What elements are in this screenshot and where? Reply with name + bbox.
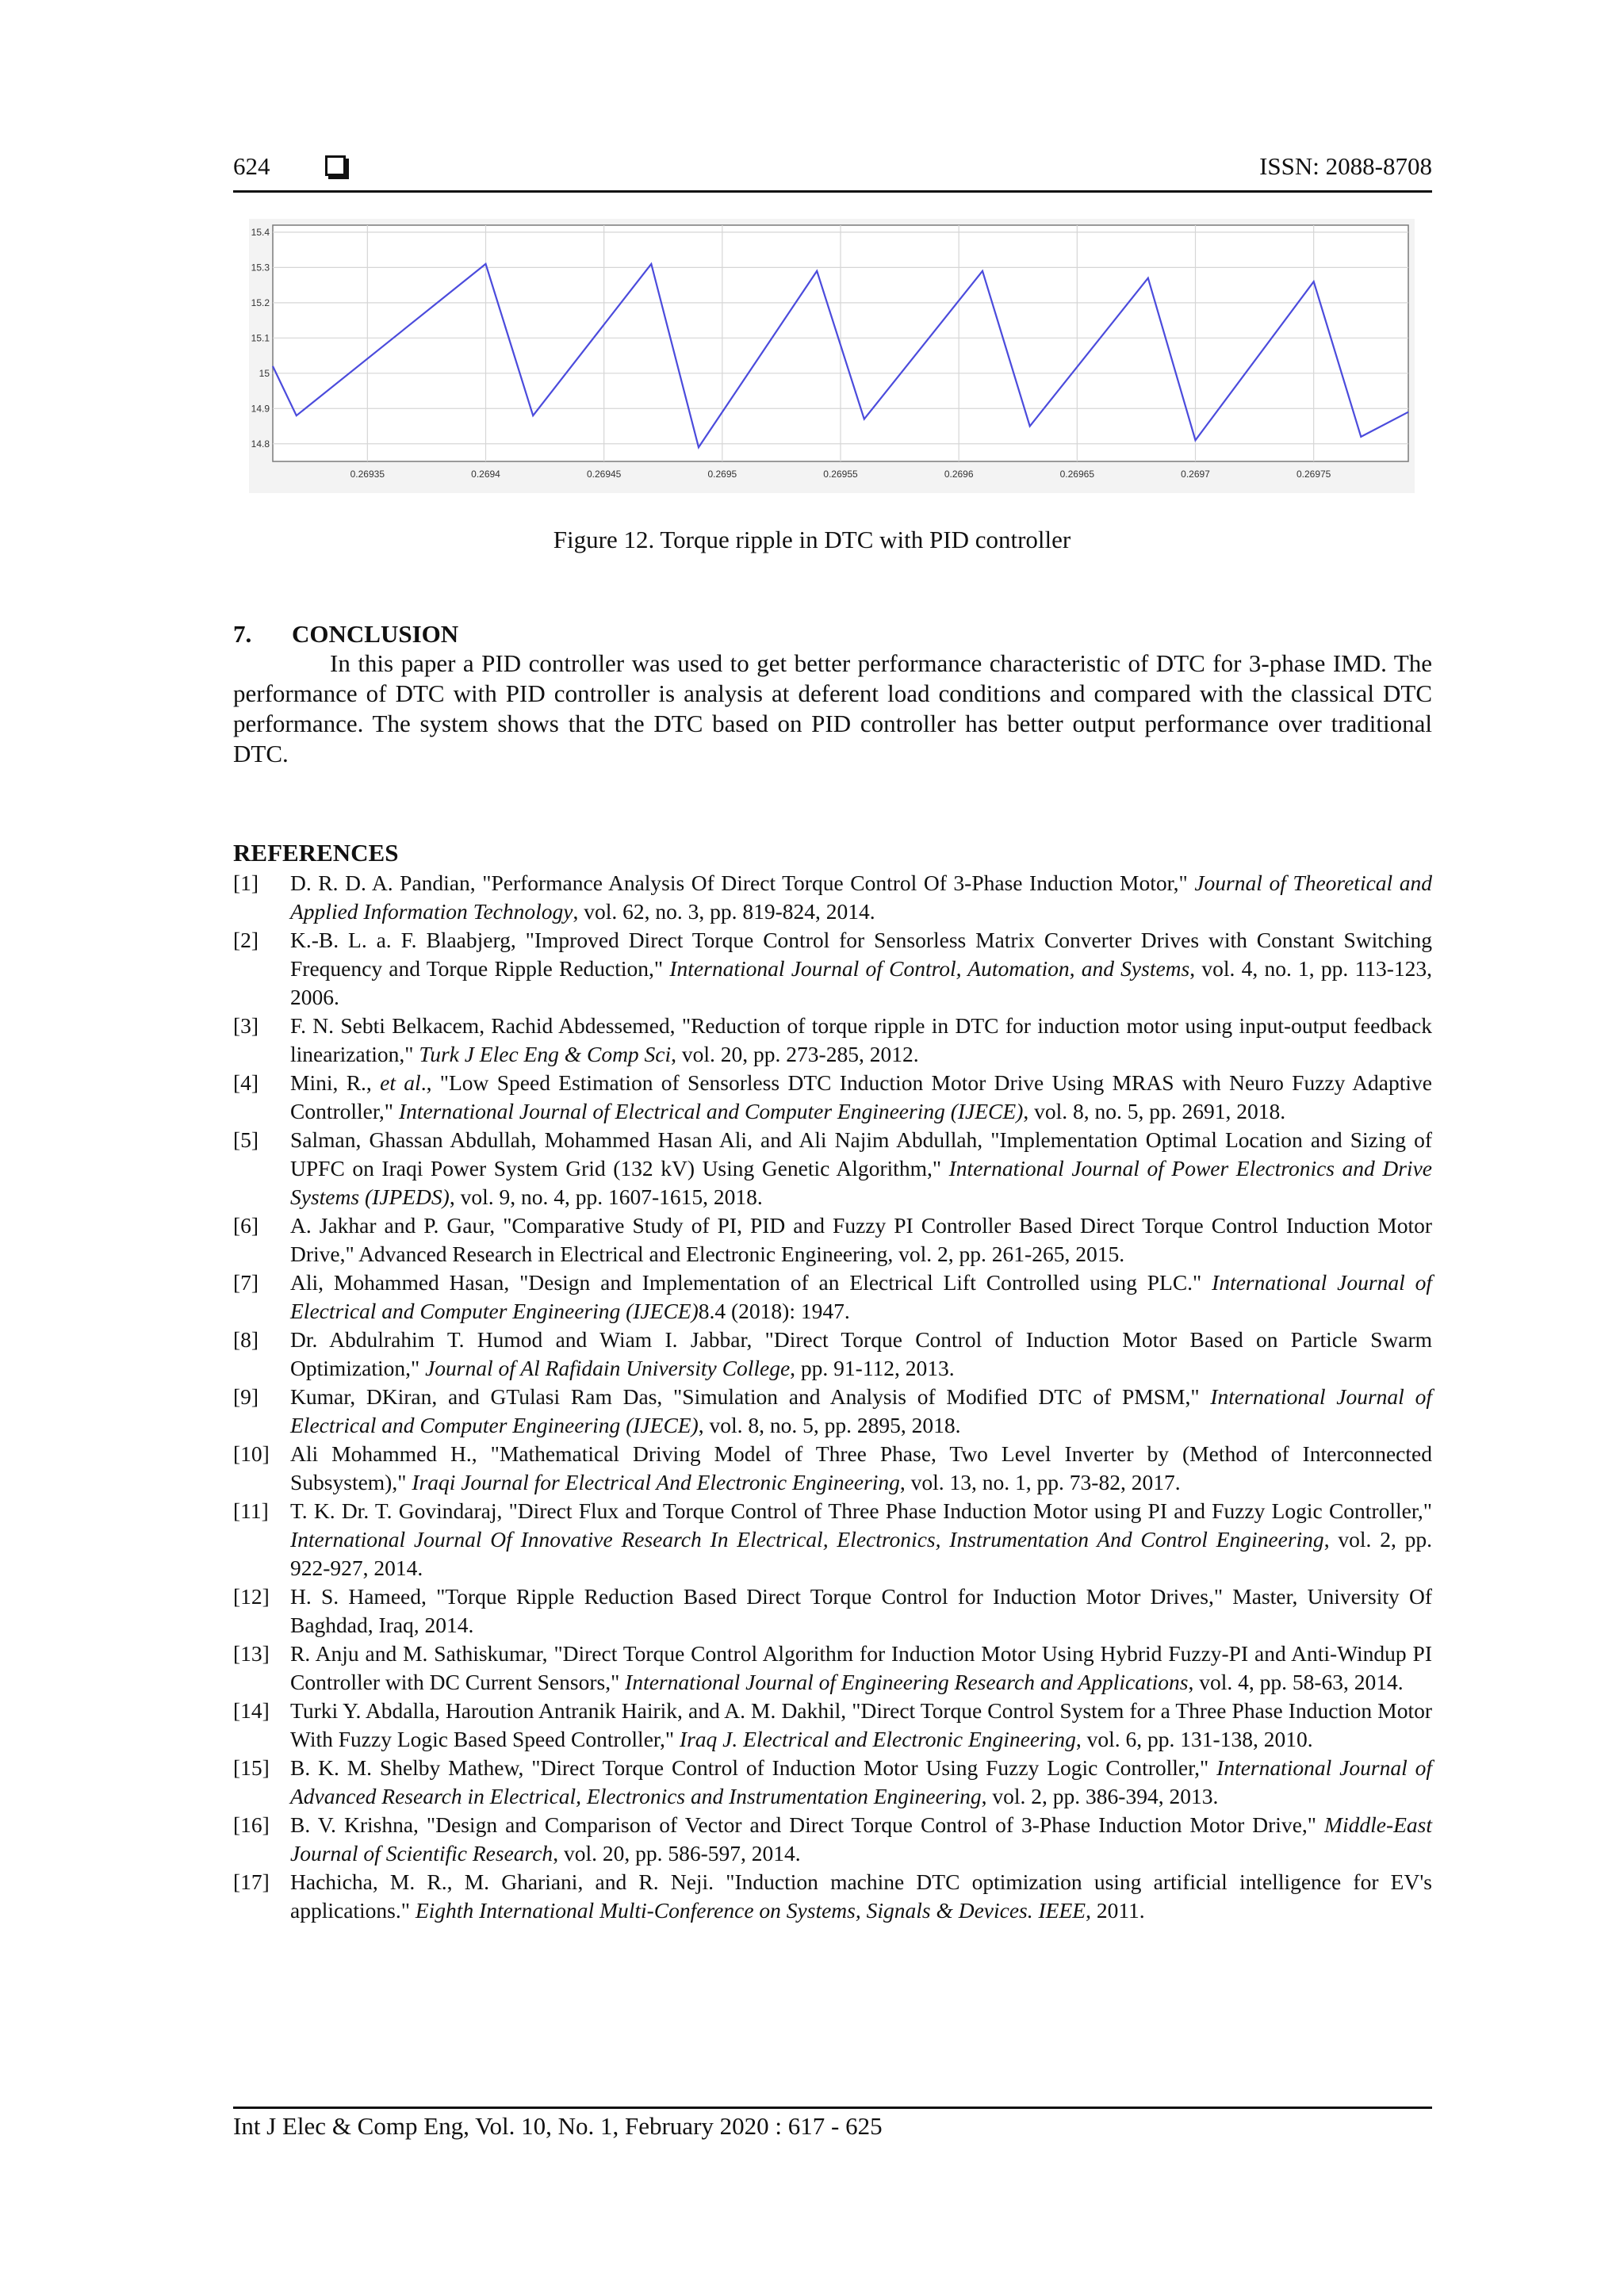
reference-number: [4]	[233, 1070, 259, 1095]
references-heading: REFERENCES	[233, 839, 399, 867]
reference-text: , vol. 20, pp. 273-285, 2012.	[671, 1042, 919, 1066]
reference-item	[233, 1211, 1432, 1269]
reference-text: Hachicha, M. R., M. Ghariani, and R. Neji. "Induction machine DTC optimization using artificial intelligence for EV's applications."	[290, 1869, 1432, 1923]
reference-text: Mini, R.,	[290, 1070, 381, 1095]
reference-number: [7]	[233, 1270, 259, 1295]
footer-rule	[233, 2107, 1432, 2109]
figure-caption: Figure 12. Torque ripple in DTC with PID controller	[553, 526, 1071, 553]
reference-text: , vol. 4, no. 1, pp. 113-123, 2006.	[290, 956, 1433, 1009]
torque-ripple-chart	[249, 219, 1415, 493]
reference-source: International Journal of Advanced Research in Electrical, Electronics and Instrumentation Engineering	[290, 1755, 1432, 1808]
reference-item	[233, 1383, 1432, 1440]
reference-text: H. S. Hameed, "Torque Ripple Reduction Based Direct Torque Control for Induction Motor Drives," Master, University Of Baghdad, Iraq, 2014.	[290, 1584, 1432, 1637]
reference-source: Iraqi Journal for Electrical And Electronic Engineering	[412, 1470, 900, 1494]
reference-number: [2]	[233, 928, 259, 952]
y-tick-label: 15	[259, 367, 270, 379]
y-tick-label: 15.4	[251, 226, 270, 238]
reference-text: 8.4 (2018): 1947.	[698, 1299, 850, 1323]
y-tick-label: 14.8	[251, 438, 270, 450]
reference-source: International Journal of Electrical and Computer Engineering (IJECE)	[290, 1270, 1432, 1323]
section-title: CONCLUSION	[292, 620, 459, 648]
reference-text: , vol. 20, pp. 586-597, 2014.	[553, 1841, 801, 1866]
reference-number: [14]	[233, 1698, 270, 1723]
x-tick-label: 0.26955	[823, 469, 858, 480]
reference-number: [13]	[233, 1641, 270, 1666]
reference-source: International Journal of Engineering Research and Applications	[625, 1670, 1189, 1694]
reference-source: International Journal of Control, Automation, and Systems	[669, 956, 1190, 981]
reference-text: Kumar, DKiran, and GTulasi Ram Das, "Simulation and Analysis of Modified DTC of PMSM,"	[290, 1384, 1211, 1409]
x-tick-label: 0.26975	[1296, 469, 1331, 480]
reference-text: , vol. 8, no. 5, pp. 2895, 2018.	[698, 1413, 961, 1437]
reference-source: Journal of Theoretical and Applied Information Technology	[290, 871, 1433, 924]
reference-text: Ali, Mohammed Hasan, "Design and Implementation of an Electrical Lift Controlled using PLC."	[290, 1270, 1212, 1295]
reference-item	[233, 1269, 1432, 1326]
y-tick-label: 15.1	[251, 332, 270, 344]
x-tick-label: 0.2694	[471, 469, 500, 480]
y-tick-label: 15.2	[251, 297, 270, 308]
reference-item	[233, 1069, 1432, 1126]
reference-number: [8]	[233, 1327, 259, 1352]
reference-source: et al	[380, 1070, 421, 1095]
x-tick-label: 0.2697	[1181, 469, 1210, 480]
reference-text: A. Jakhar and P. Gaur, "Comparative Study of PI, PID and Fuzzy PI Controller Based Direct Torque Control Induction Motor Drive," Advanced Research in Electrical and Electronic Engineering, vol. 2, pp. 261-265, 2015.	[290, 1213, 1432, 1266]
reference-number: [12]	[233, 1584, 270, 1609]
issn-label: ISSN: 2088-8708	[1259, 152, 1432, 180]
reference-text: D. R. D. A. Pandian, "Performance Analysis Of Direct Torque Control Of 3-Phase Induction Motor,"	[290, 871, 1195, 895]
reference-text: B. K. M. Shelby Mathew, "Direct Torque Control of Induction Motor Using Fuzzy Logic Controller,"	[290, 1755, 1217, 1780]
reference-source: International Journal of Power Electronics and Drive Systems (IJPEDS)	[290, 1156, 1432, 1209]
reference-number: [3]	[233, 1013, 259, 1038]
section-number: 7.	[233, 620, 252, 648]
reference-text: K.-B. L. a. F. Blaabjerg, "Improved Direct Torque Control for Sensorless Matrix Converter Drives with Constant Switching Frequency and Torque Ripple Reduction,"	[290, 928, 1432, 981]
reference-item	[233, 1012, 1432, 1069]
reference-text: B. V. Krishna, "Design and Comparison of Vector and Direct Torque Control of 3-Phase Induction Motor Drive,"	[290, 1812, 1325, 1837]
reference-text: , vol. 13, no. 1, pp. 73-82, 2017.	[899, 1470, 1181, 1494]
reference-item	[233, 926, 1432, 1012]
reference-text: ., "Low Speed Estimation of Sensorless DTC Induction Motor Drive Using MRAS with Neuro Fuzzy Adaptive Controller,"	[290, 1070, 1432, 1123]
reference-text: , vol. 4, pp. 58-63, 2014.	[1188, 1670, 1404, 1694]
reference-number: [16]	[233, 1812, 270, 1837]
page-footer: Int J Elec & Comp Eng, Vol. 10, No. 1, February 2020 : 617 - 625	[233, 2112, 883, 2140]
reference-number: [15]	[233, 1755, 270, 1780]
reference-text: , pp. 91-112, 2013.	[790, 1356, 955, 1380]
reference-number: [11]	[233, 1498, 269, 1523]
reference-text: , vol. 6, pp. 131-138, 2010.	[1075, 1727, 1313, 1751]
conclusion-paragraph: In this paper a PID controller was used to get better performance characteristic of DTC for 3-phase IMD. The performance of DTC with PID controller is analysis at deferent load conditions and compared with the classical DTC performance. The system shows that the DTC based on PID controller has better output performance over traditional DTC.	[233, 649, 1432, 767]
reference-source: International Journal Of Innovative Research In Electrical, Electronics, Instrumentation And Control Engineering	[290, 1527, 1324, 1552]
reference-number: [10]	[233, 1441, 270, 1466]
reference-item	[233, 1811, 1432, 1868]
x-tick-label: 0.26965	[1059, 469, 1095, 480]
reference-item	[233, 1497, 1432, 1582]
reference-item	[233, 1326, 1432, 1383]
reference-item	[233, 869, 1432, 926]
y-tick-label: 14.9	[251, 403, 270, 415]
reference-item	[233, 1582, 1432, 1640]
reference-item	[233, 1640, 1432, 1697]
reference-text: Dr. Abdulrahim T. Humod and Wiam I. Jabbar, "Direct Torque Control of Induction Motor Based on Particle Swarm Optimization,"	[290, 1327, 1432, 1380]
reference-number: [17]	[233, 1869, 270, 1894]
square-bullet-icon	[325, 155, 346, 176]
reference-text: Turki Y. Abdalla, Haroution Antranik Hairik, and A. M. Dakhil, "Direct Torque Control System for a Three Phase Induction Motor With Fuzzy Logic Based Speed Controller,"	[290, 1698, 1432, 1751]
reference-number: [9]	[233, 1384, 259, 1409]
reference-number: [5]	[233, 1127, 259, 1152]
reference-text: Ali Mohammed H., "Mathematical Driving Model of Three Phase, Two Level Inverter by (Method of Interconnected Subsystem),"	[290, 1441, 1432, 1494]
x-tick-label: 0.2696	[944, 469, 974, 480]
reference-text: T. K. Dr. T. Govindaraj, "Direct Flux and Torque Control of Three Phase Induction Motor using PI and Fuzzy Logic Controller,"	[290, 1498, 1432, 1523]
reference-item	[233, 1868, 1432, 1925]
reference-source: Journal of Al Rafidain University College	[425, 1356, 791, 1380]
reference-source: Turk J Elec Eng & Comp Sci	[419, 1042, 672, 1066]
reference-text: R. Anju and M. Sathiskumar, "Direct Torque Control Algorithm for Induction Motor Using Hybrid Fuzzy-PI and Anti-Windup PI Controller with DC Current Sensors,"	[290, 1641, 1432, 1694]
reference-item	[233, 1440, 1432, 1497]
reference-text: Salman, Ghassan Abdullah, Mohammed Hasan Ali, and Ali Najim Abdullah, "Implementation Optimal Location and Sizing of UPFC on Iraqi Power System Grid (132 kV) Using Genetic Algorithm,"	[290, 1127, 1432, 1181]
x-tick-label: 0.26935	[350, 469, 385, 480]
x-tick-label: 0.2695	[707, 469, 737, 480]
reference-item	[233, 1754, 1432, 1811]
reference-text: , vol. 62, no. 3, pp. 819-824, 2014.	[573, 899, 875, 924]
x-tick-label: 0.26945	[586, 469, 622, 480]
reference-item	[233, 1697, 1432, 1754]
reference-number: [6]	[233, 1213, 259, 1238]
reference-text: , vol. 2, pp. 386-394, 2013.	[981, 1784, 1219, 1808]
page-header	[233, 152, 1432, 193]
page-number: 624	[233, 152, 270, 180]
reference-text: F. N. Sebti Belkacem, Rachid Abdessemed, "Reduction of torque ripple in DTC for induction motor using input-output feedback linearization,"	[290, 1013, 1432, 1066]
reference-source: International Journal of Electrical and Computer Engineering (IJECE)	[290, 1384, 1432, 1437]
reference-text: , vol. 9, no. 4, pp. 1607-1615, 2018.	[449, 1184, 763, 1209]
reference-source: Iraq J. Electrical and Electronic Engineering	[679, 1727, 1076, 1751]
reference-text: , vol. 2, pp. 922-927, 2014.	[290, 1527, 1432, 1580]
header-rule	[233, 190, 1432, 193]
reference-number: [1]	[233, 871, 259, 895]
reference-source: Middle-East Journal of Scientific Research	[290, 1812, 1432, 1866]
reference-item	[233, 1126, 1432, 1211]
section-heading	[233, 620, 458, 649]
reference-source: International Journal of Electrical and Computer Engineering (IJECE)	[398, 1099, 1024, 1123]
reference-text: , 2011.	[1086, 1898, 1145, 1923]
reference-text: , vol. 8, no. 5, pp. 2691, 2018.	[1023, 1099, 1286, 1123]
reference-source: Eighth International Multi-Conference on Systems, Signals & Devices. IEEE	[415, 1898, 1086, 1923]
references-list	[233, 869, 1432, 1925]
y-tick-label: 15.3	[251, 262, 270, 274]
figure-12	[249, 219, 1415, 493]
